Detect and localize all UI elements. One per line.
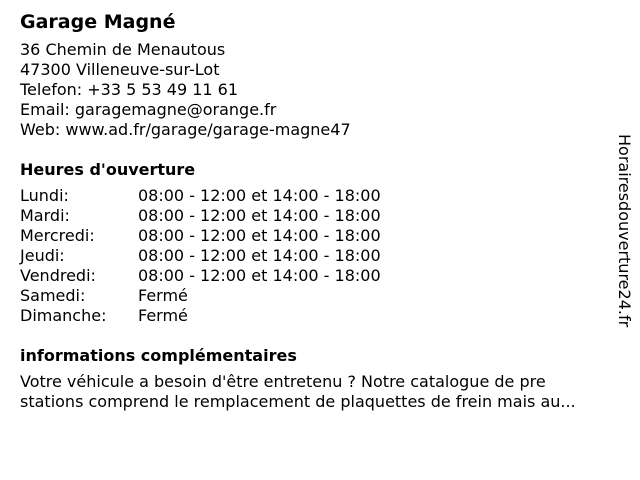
site-watermark: Horairesdouverture24.fr [615, 134, 634, 328]
day-hours: 08:00 - 12:00 et 14:00 - 18:00 [138, 226, 381, 245]
address-city: 47300 Villeneuve-sur-Lot [20, 60, 220, 79]
day-label: Mercredi: [20, 226, 95, 245]
day-label: Samedi: [20, 286, 86, 305]
day-hours: 08:00 - 12:00 et 14:00 - 18:00 [138, 266, 381, 285]
info-text-line-1: Votre véhicule a besoin d'être entretenu ? Notre catalogue de pre [20, 372, 546, 391]
day-label: Mardi: [20, 206, 70, 225]
day-hours: 08:00 - 12:00 et 14:00 - 18:00 [138, 186, 381, 205]
info-text-line-2: stations comprend le remplacement de plaquettes de frein mais au... [20, 392, 576, 411]
hours-row-tuesday [20, 206, 620, 226]
hours-row-friday [20, 266, 620, 286]
address-street: 36 Chemin de Menautous [20, 40, 226, 59]
day-label: Vendredi: [20, 266, 96, 285]
phone-number: Telefon: +33 5 53 49 11 61 [20, 80, 239, 99]
day-hours: 08:00 - 12:00 et 14:00 - 18:00 [138, 246, 381, 265]
day-label: Dimanche: [20, 306, 107, 325]
hours-row-monday [20, 186, 620, 206]
email-address: Email: garagemagne@orange.fr [20, 100, 277, 119]
day-hours: Fermé [138, 306, 188, 325]
hours-heading: Heures d'ouverture [20, 160, 196, 179]
hours-row-thursday [20, 246, 620, 266]
day-hours: Fermé [138, 286, 188, 305]
day-hours: 08:00 - 12:00 et 14:00 - 18:00 [138, 206, 381, 225]
business-card [20, 10, 620, 412]
website: Web: www.ad.fr/garage/garage-magne47 [20, 120, 351, 139]
hours-row-saturday [20, 286, 620, 306]
day-label: Lundi: [20, 186, 69, 205]
hours-row-sunday [20, 306, 620, 326]
business-name: Garage Magné [20, 11, 176, 33]
opening-hours-table [20, 186, 620, 326]
hours-row-wednesday [20, 226, 620, 246]
day-label: Jeudi: [20, 246, 65, 265]
info-heading: informations complémentaires [20, 346, 297, 365]
